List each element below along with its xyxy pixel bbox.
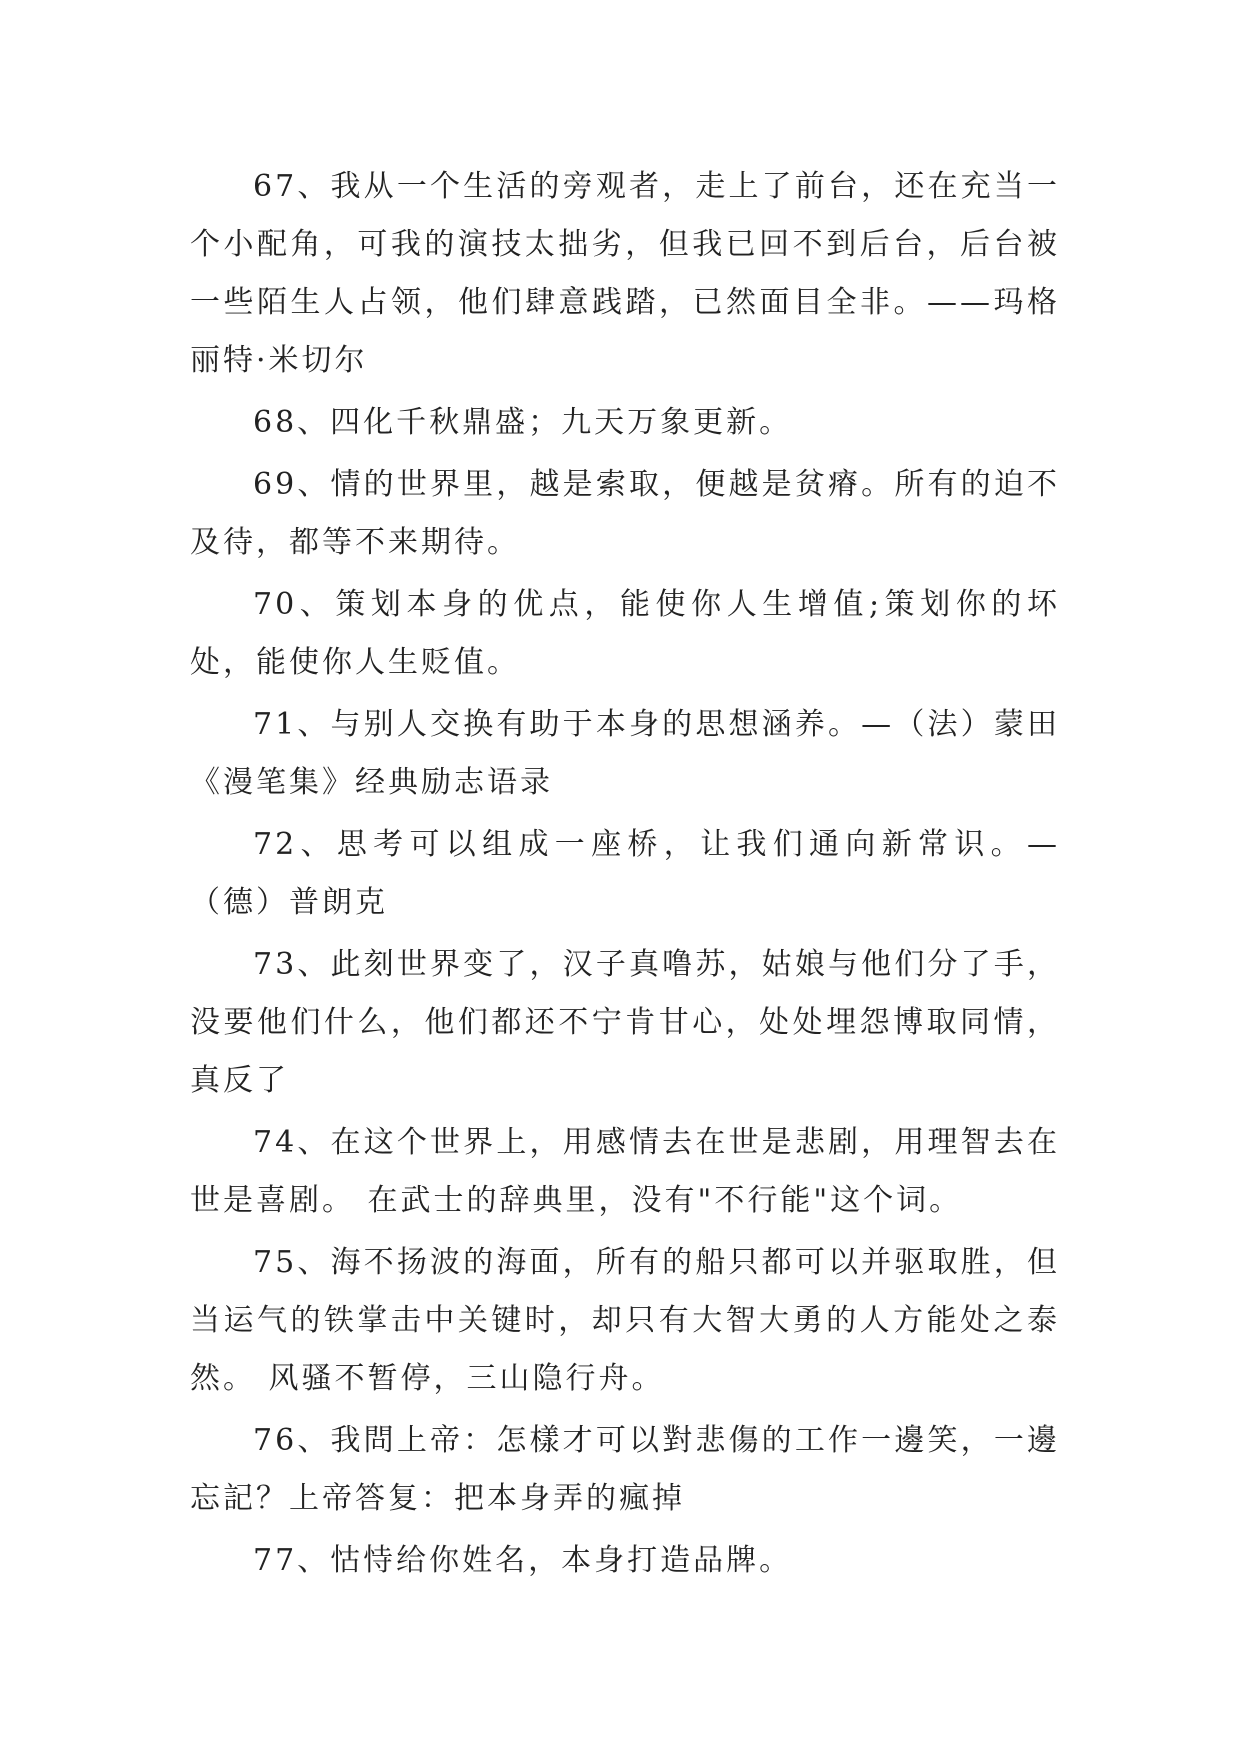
quote-paragraph-74: 74、在这个世界上，用感情去在世是悲剧，用理智去在世是喜剧。 在武士的辞典里，没有"不行能"这个词。 [190,1125,1060,1218]
quote-paragraph-69: 69、情的世界里，越是索取，便越是贫瘠。所有的迫不及待，都等不来期待。 [190,467,1060,560]
quote-paragraph-77: 77、怙恃给你姓名，本身打造品牌。 [253,1543,793,1578]
quote-paragraph-67: 67、我从一个生活的旁观者，走上了前台，还在充当一个小配角，可我的演技太拙劣，但我已回不到后台，后台被一些陌生人占领，他们肆意践踏，已然面目全非。——玛格丽特·米切尔 [190,169,1060,378]
document-body [190,158,1060,1594]
quote-paragraph-75: 75、海不扬波的海面，所有的船只都可以并驱取胜，但当运气的铁掌击中关键时，却只有大智大勇的人方能处之泰然。 风骚不暂停，三山隐行舟。 [190,1245,1060,1396]
quote-paragraph-70: 70、策划本身的优点，能使你人生增值;策划你的坏处，能使你人生贬值。 [190,587,1060,680]
quote-paragraph-73: 73、此刻世界变了，汉子真噜苏，姑娘与他们分了手，没要他们什么，他们都还不宁肯甘心，处处埋怨博取同情，真反了 [190,947,1060,1098]
quote-paragraph-72: 72、思考可以组成一座桥，让我们通向新常识。—（德）普朗克 [190,827,1060,920]
quote-paragraph-71: 71、与别人交换有助于本身的思想涵养。—（法）蒙田《漫笔集》经典励志语录 [190,707,1060,800]
quote-paragraph-76: 76、我問上帝：怎樣才可以對悲傷的工作一邊笑，一邊忘記？上帝答复：把本身弄的瘋掉 [190,1423,1060,1516]
quote-paragraph-68: 68、四化千秋鼎盛；九天万象更新。 [253,405,793,440]
